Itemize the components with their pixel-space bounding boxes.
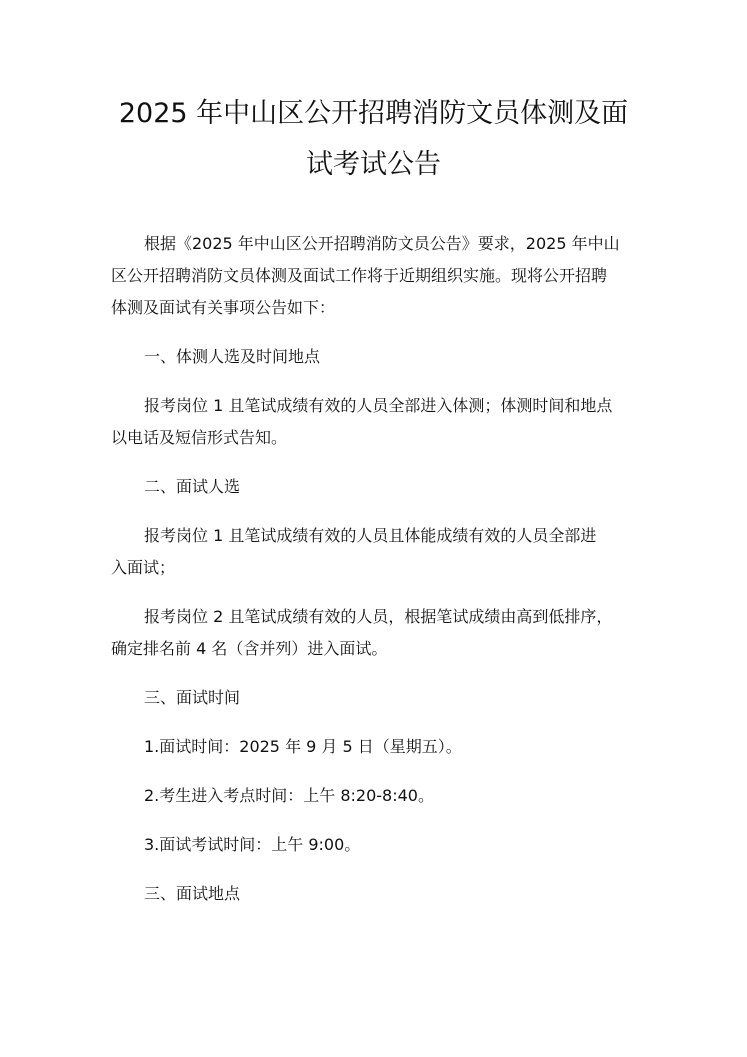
section2a-line-2: 入面试；: [111, 558, 176, 577]
section4-heading: 三、面试地点: [144, 884, 241, 903]
intro-line-1: 根据《2025 年中山区公开招聘消防文员公告》要求，2025 年中山: [144, 234, 620, 253]
section1-paragraph: [111, 390, 641, 454]
section2b-line-2: 确定排名前 4 名（含并列）进入面试。: [111, 639, 388, 658]
section2b-line-1: 报考岗位 2 且笔试成绩有效的人员，根据笔试成绩由高到低排序，: [144, 607, 613, 626]
document-body: [111, 228, 641, 927]
document-title: [0, 88, 747, 190]
section3-item-2: 2.考生进入考点时间：上午 8:20-8:40。: [144, 786, 434, 805]
section3-item-3: 3.面试考试时间：上午 9:00。: [144, 835, 361, 854]
title-line-1: 2025 年中山区公开招聘消防文员体测及面: [118, 98, 629, 129]
section1-heading: 一、体测人选及时间地点: [144, 347, 321, 366]
section1-line-2: 以电话及短信形式告知。: [111, 428, 288, 447]
section3-item-1: 1.面试时间：2025 年 9 月 5 日（星期五）。: [144, 737, 462, 756]
section3-heading: 三、面试时间: [144, 688, 241, 707]
intro-paragraph: [111, 228, 641, 324]
intro-line-2: 区公开招聘消防文员体测及面试工作将于近期组织实施。现将公开招聘: [111, 266, 608, 285]
section2a-line-1: 报考岗位 1 且笔试成绩有效的人员且体能成绩有效的人员全部进: [144, 526, 597, 545]
section2-paragraph-b: [111, 601, 641, 665]
section2-paragraph-a: [111, 520, 641, 584]
section2-heading: 二、面试人选: [144, 477, 241, 496]
section1-line-1: 报考岗位 1 且笔试成绩有效的人员全部进入体测；体测时间和地点: [144, 396, 613, 415]
intro-line-3: 体测及面试有关事项公告如下：: [111, 298, 336, 317]
title-line-2: 试考试公告: [306, 149, 441, 180]
